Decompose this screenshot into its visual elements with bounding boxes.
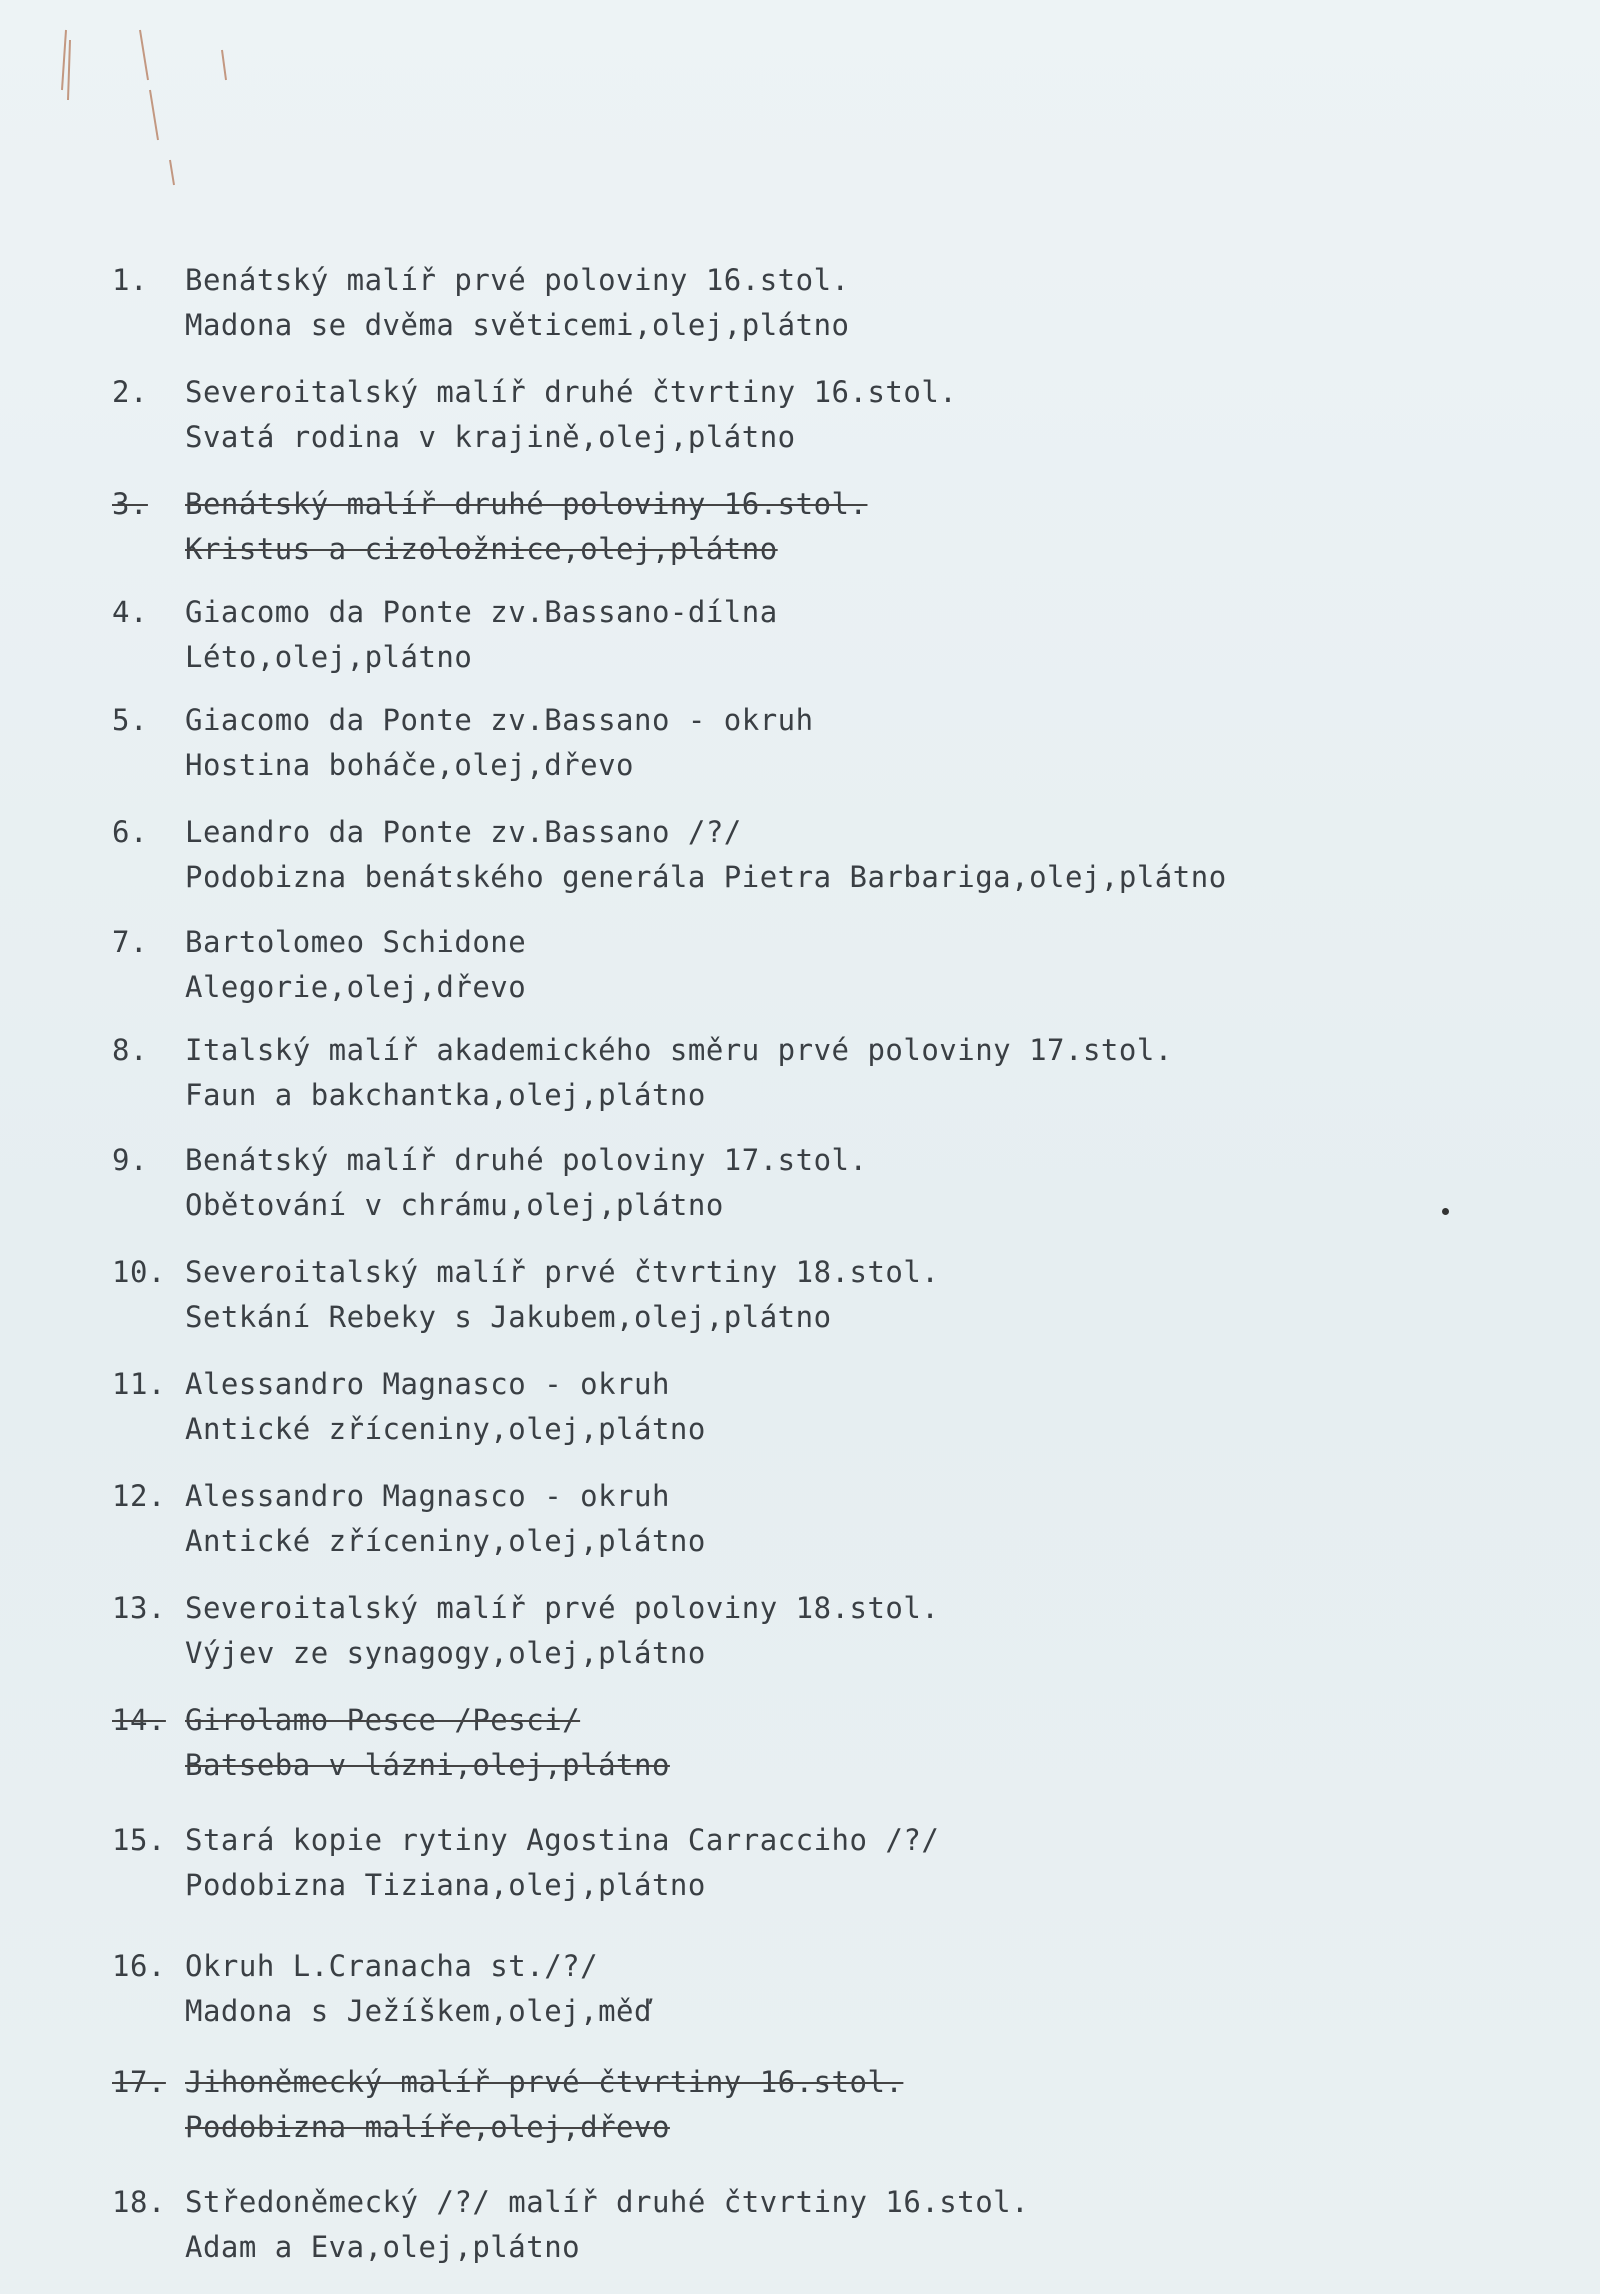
item-author: Italský malíř akademického směru prvé poloviny 17.stol. <box>185 1033 1173 1067</box>
item-number: 2. <box>112 375 148 409</box>
item-title: Kristus a cizoložnice,olej,plátno <box>185 532 778 566</box>
item-title: Výjev ze synagogy,olej,plátno <box>185 1636 706 1670</box>
item-author: Giacomo da Ponte zv.Bassano-dílna <box>185 595 778 629</box>
item-number: 18. <box>112 2185 166 2219</box>
item-author: Girolamo Pesce /Pesci/ <box>185 1703 581 1737</box>
item-number: 3. <box>112 487 148 521</box>
item-title: Madona se dvěma světicemi,olej,plátno <box>185 308 850 342</box>
item-number: 8. <box>112 1033 148 1067</box>
item-author: Jihoněmecký malíř prvé čtvrtiny 16.stol. <box>185 2065 904 2099</box>
item-author: Severoitalský malíř druhé čtvrtiny 16.stol. <box>185 375 958 409</box>
item-title: Antické zříceniny,olej,plátno <box>185 1524 706 1558</box>
item-author: Severoitalský malíř prvé poloviny 18.stol. <box>185 1591 940 1625</box>
item-title: Hostina boháče,olej,dřevo <box>185 748 634 782</box>
item-number: 7. <box>112 925 148 959</box>
item-title: Madona s Ježíškem,olej,měď <box>185 1994 652 2028</box>
item-number: 17. <box>112 2065 166 2099</box>
item-number: 10. <box>112 1255 166 1289</box>
item-title: Alegorie,olej,dřevo <box>185 970 527 1004</box>
item-author: Středoněmecký /?/ malíř druhé čtvrtiny 16.stol. <box>185 2185 1030 2219</box>
item-number: 14. <box>112 1703 166 1737</box>
item-title: Adam a Eva,olej,plátno <box>185 2230 581 2264</box>
item-title: Podobizna benátského generála Pietra Barbariga,olej,plátno <box>185 860 1227 894</box>
item-number: 5. <box>112 703 148 737</box>
item-number: 12. <box>112 1479 166 1513</box>
item-number: 1. <box>112 263 148 297</box>
item-author: Benátský malíř druhé poloviny 16.stol. <box>185 487 868 521</box>
item-title: Podobizna Tiziana,olej,plátno <box>185 1868 706 1902</box>
ink-dot <box>1442 1208 1449 1215</box>
item-author: Okruh L.Cranacha st./?/ <box>185 1949 599 1983</box>
item-number: 9. <box>112 1143 148 1177</box>
item-title: Faun a bakchantka,olej,plátno <box>185 1078 706 1112</box>
item-author: Leandro da Ponte zv.Bassano /?/ <box>185 815 742 849</box>
item-author: Benátský malíř druhé poloviny 17.stol. <box>185 1143 868 1177</box>
item-title: Léto,olej,plátno <box>185 640 473 674</box>
item-number: 4. <box>112 595 148 629</box>
item-author: Stará kopie rytiny Agostina Carracciho /?/ <box>185 1823 940 1857</box>
item-author: Benátský malíř prvé poloviny 16.stol. <box>185 263 850 297</box>
item-author: Severoitalský malíř prvé čtvrtiny 18.stol. <box>185 1255 940 1289</box>
item-title: Batseba v lázni,olej,plátno <box>185 1748 670 1782</box>
item-number: 11. <box>112 1367 166 1401</box>
item-author: Alessandro Magnasco - okruh <box>185 1367 670 1401</box>
item-title: Antické zříceniny,olej,plátno <box>185 1412 706 1446</box>
item-title: Podobizna malíře,olej,dřevo <box>185 2110 670 2144</box>
item-number: 15. <box>112 1823 166 1857</box>
item-title: Svatá rodina v krajině,olej,plátno <box>185 420 796 454</box>
item-author: Bartolomeo Schidone <box>185 925 527 959</box>
item-number: 16. <box>112 1949 166 1983</box>
item-author: Giacomo da Ponte zv.Bassano - okruh <box>185 703 814 737</box>
item-title: Setkání Rebeky s Jakubem,olej,plátno <box>185 1300 832 1334</box>
item-title: Obětování v chrámu,olej,plátno <box>185 1188 724 1222</box>
item-number: 6. <box>112 815 148 849</box>
item-author: Alessandro Magnasco - okruh <box>185 1479 670 1513</box>
margin-pencil-marks <box>40 20 260 220</box>
item-number: 13. <box>112 1591 166 1625</box>
